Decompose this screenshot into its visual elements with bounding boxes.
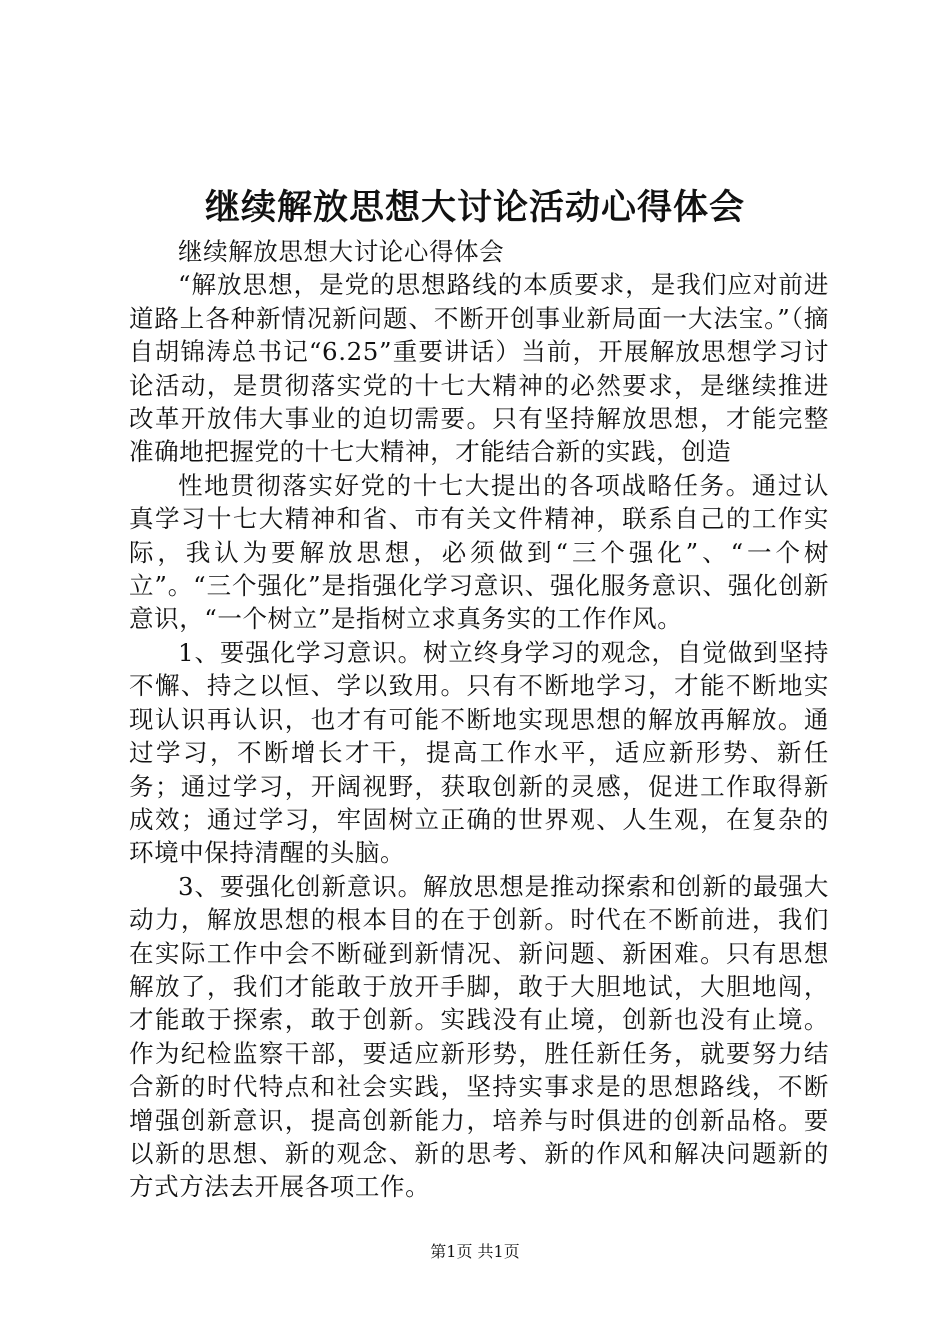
paragraph-three-strengthen: 性地贯彻落实好党的十七大提出的各项战略任务。通过认真学习十七大精神和省、市有关文件精神，联系自己的工作实际，我认为要解放思想，必须做到“三个强化”、“一个树立”。“三个强化”是指强化学习意识、强化服务意识、强化创新意识，“一个树立”是指树立求真务实的工作作风。 [129, 470, 829, 634]
document-title: 继续解放思想大讨论活动心得体会 [204, 188, 745, 228]
paragraph-innovation: 3、要强化创新意识。解放思想是推动探索和创新的最强大动力，解放思想的根本目的在于创新。时代在不断前进，我们在实际工作中会不断碰到新情况、新问题、新困难。只有思想解放了，我们才能敢于放开手脚，敢于大胆地试，大胆地闯，才能敢于探索，敢于创新。实践没有止境，创新也没有止境。作为纪检监察干部，要适应新形势，胜任新任务，就要努力结合新的时代特点和社会实践，坚持实事求是的思想路线，不断增强创新意识，提高创新能力，培养与时俱进的创新品格。要以新的思想、新的观念、新的思考、新的作风和解决问题新的方式方法去开展各项工作。 [129, 871, 829, 1202]
document-body [129, 235, 829, 1204]
paragraph-intro: “解放思想，是党的思想路线的本质要求，是我们应对前进道路上各种新情况新问题、不断开创事业新局面一大法宝。”（摘自胡锦涛总书记“6.25”重要讲话）当前，开展解放思想学习讨论活动，是贯彻落实党的十七大精神的必然要求，是继续推进改革开放伟大事业的迫切需要。只有坚持解放思想，才能完整准确地把握党的十七大精神，才能结合新的实践，创造 [129, 270, 829, 467]
paragraph-learning: 1、要强化学习意识。树立终身学习的观念，自觉做到坚持不懈、持之以恒、学以致用。只有不断地学习，才能不断地实现认识再认识，也才有可能不断地实现思想的解放再解放。通过学习，不断增长才干，提高工作水平，适应新形势、新任务；通过学习，开阔视野，获取创新的灵感，促进工作取得新成效；通过学习，牢固树立正确的世界观、人生观，在复杂的环境中保持清醒的头脑。 [129, 637, 829, 868]
paragraph-subtitle: 继续解放思想大讨论心得体会 [178, 237, 505, 266]
page-number-footer: 第1页 共1页 [430, 1242, 520, 1261]
